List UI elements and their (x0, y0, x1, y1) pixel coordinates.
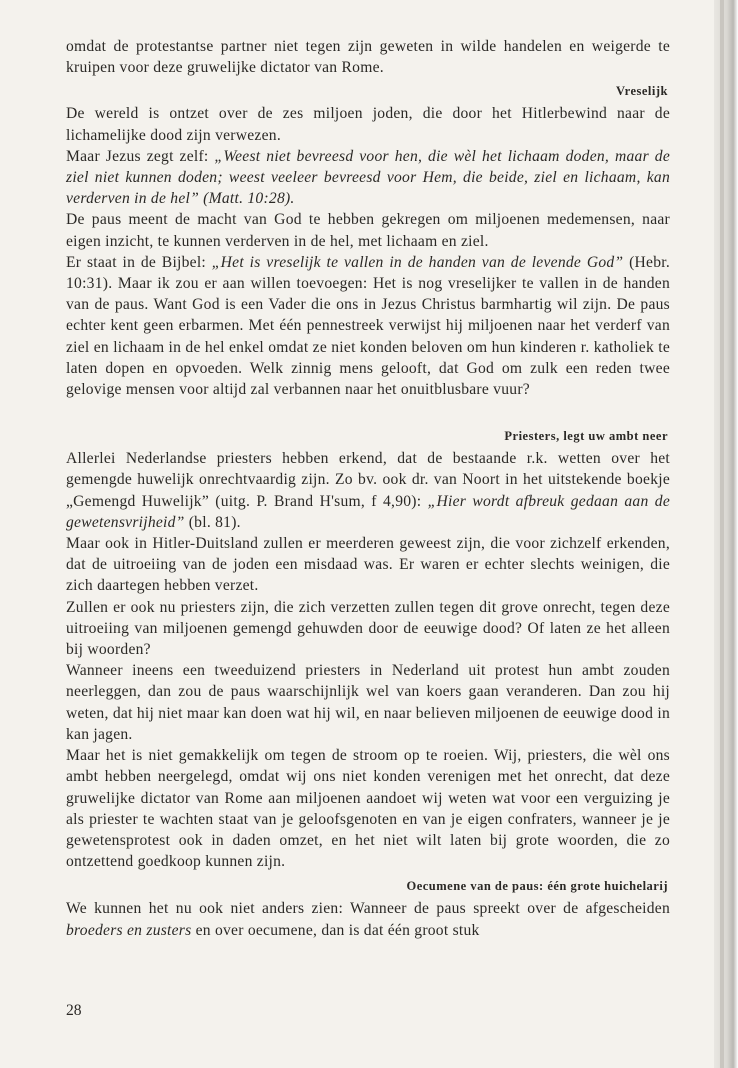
page-text (66, 36, 670, 941)
italic-quote: „Weest niet bevreesd voor hen, die wèl het lichaam doden, maar de ziel niet kunnen doden; weest veeleer bevreesd voor Hem, die beide, ziel en lichaam, kan verderven in de hel” (Matt. 10:28). (66, 147, 670, 208)
paragraph: omdat de protestantse partner niet tegen zijn geweten in wilde handelen en weigerde te kruipen voor deze gruwelijke dictator van Rome. (66, 38, 670, 77)
paragraph: De wereld is ontzet over de zes miljoen joden, die door het Hitlerbewind naar de lichamelijke dood zijn verwezen. (66, 105, 670, 144)
paragraph: Zullen er ook nu priesters zijn, die zich verzetten zullen tegen dit grove onrecht, tegen deze uitroeiing van miljoenen gemengd gehuwden door de eeuwige dood? Of laten ze het alleen bij woorden? (66, 598, 670, 659)
text: en over oecumene, dan is dat één groot stuk (191, 921, 480, 939)
page-edge-stripe (720, 0, 724, 1068)
paragraph: Wanneer ineens een tweeduizend priesters in Nederland uit protest hun ambt zouden neerleggen, dan zou de paus waarschijnlijk wel van koers gaan veranderen. Dan zou hij weten, dat hij niet maar kan doen wat hij wil, en naar believen miljoenen de eeuwige dood in kan jagen. (66, 662, 670, 743)
section-heading-vreselijk: Vreselijk (616, 84, 668, 99)
paragraph-oecumene (66, 898, 670, 940)
text: Er staat in de Bijbel: (66, 253, 212, 271)
paragraph: Maar ook in Hitler-Duitsland zullen er meerderen geweest zijn, die voor zichzelf erkenden, dat de uitroeiing van de joden een misdaad was. Er waren er echter slechts weinigen, die zich daartegen hebben verzet. (66, 535, 670, 595)
paragraph-quote-hebrews (66, 252, 670, 400)
text: Allerlei Nederlandse priesters hebben erkend, dat de bestaande r.k. wetten over het gemengde huwelijk onrechtvaardig zijn. Zo bv. ook dr. van Noort in het uitstekende boekje „Gemengd Huwelijk” (uitg. P. Brand H'sum, f 4,90): (66, 450, 670, 510)
text: We kunnen het nu ook niet anders zien: Wanneer de paus spreekt over de afgescheiden (66, 900, 670, 918)
italic-quote: „Het is vreselijk te vallen in de handen van de levende God” (211, 253, 624, 271)
italic-phrase: broeders en zusters (66, 921, 192, 939)
page-number: 28 (66, 1002, 82, 1019)
paragraph: De paus meent de macht van God te hebben gekregen om miljoenen medemensen, naar eigen inzicht, te kunnen verderven in de hel, met lichaam en ziel. (66, 211, 670, 250)
italic-quote: „Hier wordt afbreuk gedaan aan de gewetensvrijheid” (66, 492, 670, 531)
paragraph-van-noort (66, 448, 670, 533)
text: Maar Jezus zegt zelf: (66, 147, 215, 165)
text: (Hebr. 10:31). Maar ik zou er aan willen toevoegen: Het is nog vreselijker te vallen in de handen van de paus. Want God is een Vader die ons in Jezus Christus barmhartig wil zijn. De paus echter kent geen erbarmen. Met één pennestreek verwijst hij miljoenen naar het verderf van ziel en lichaam in de hel enkel omdat ze niet konden beloven om hun kinderen r. katholiek te laten dopen en opvoeden. Welk zinnig mens gelooft, dat God om zulk een reden twee gelovige mensen voor altijd zal verbannen naar het onuitblusbare vuur? (66, 253, 670, 399)
section-heading-priesters: Priesters, legt uw ambt neer (504, 429, 668, 444)
text: (bl. 81). (184, 513, 241, 531)
paragraph-quote-matthew (66, 146, 670, 210)
paragraph: Maar het is niet gemakkelijk om tegen de stroom op te roeien. Wij, priesters, die wèl ons ambt hebben neergelegd, omdat wij ons niet konden verenigen met het onrecht, dat deze gruwelijke dictator van Rome aan miljoenen aandoet wij weten wat voor een verguizing je als priester te wachten staat van je geloofsgenoten en van je eigen confraters, wanneer je je gewetensprotest ook in daden omzet, en het niet wilt laten bij grote woorden, die zo ontzettend goedkoop kunnen zijn. (66, 747, 670, 871)
page-edge-shadow (714, 0, 738, 1068)
section-heading-oecumene: Oecumene van de paus: één grote huichelarij (406, 879, 668, 894)
